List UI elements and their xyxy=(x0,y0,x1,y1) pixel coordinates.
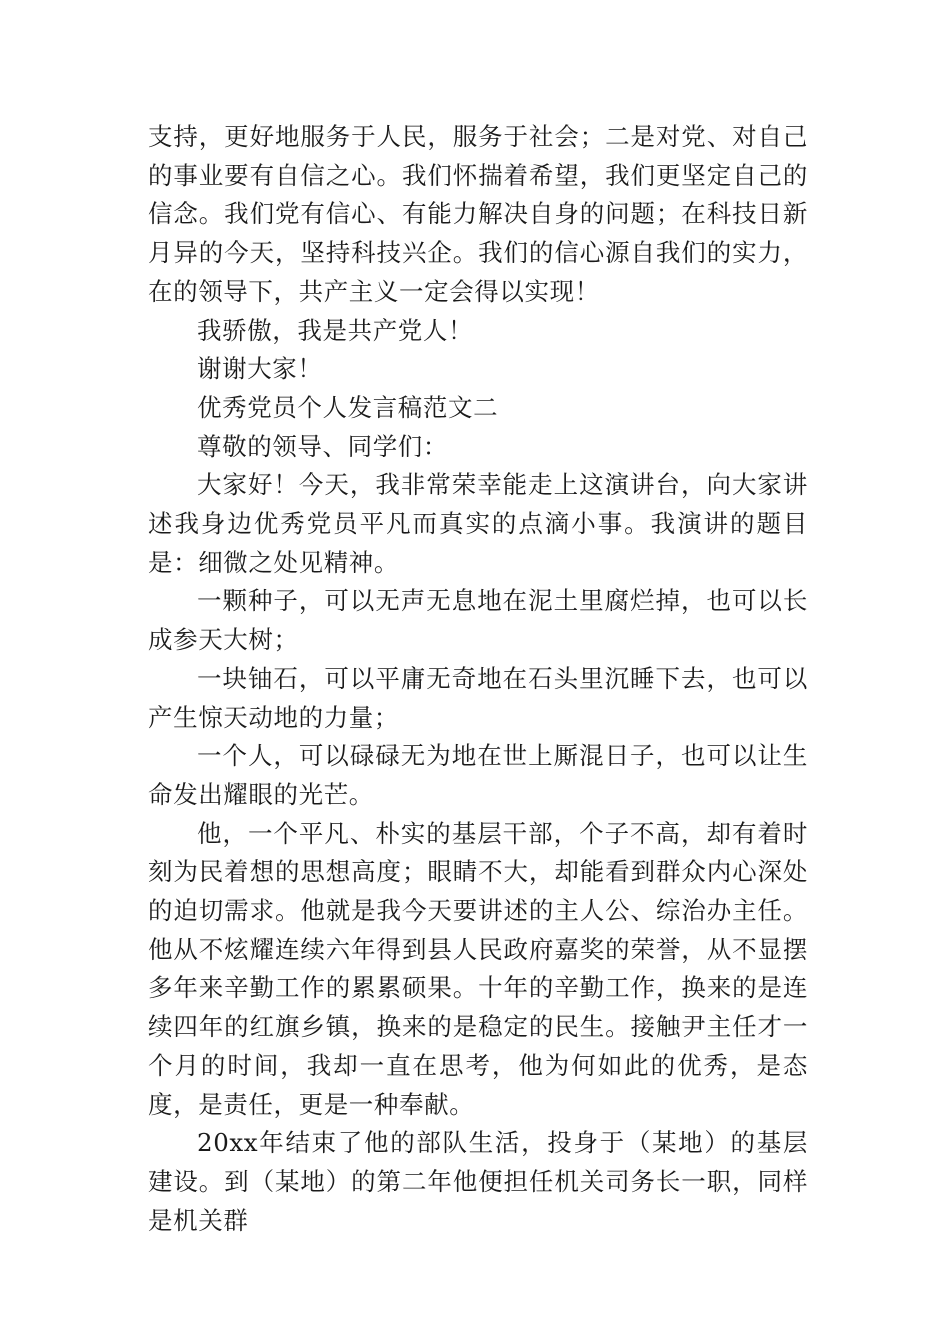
paragraph-10: 他，一个平凡、朴实的基层干部，个子不高，却有着时刻为民着想的思想高度；眼睛不大，却能看到群众内心深处的迫切需求。他就是我今天要讲述的主人公、综治办主任。他从不炫耀连续六年得到县人民政府嘉奖的荣誉，从不显摆多年来辛勤工作的累累硕果。十年的辛勤工作，换来的是连续四年的红旗乡镇，换来的是稳定的民生。接触尹主任才一个月的时间，我却一直在思考，他为何如此的优秀，是态度，是责任，更是一种奉献。 xyxy=(148,818,808,1119)
paragraph-2: 我骄傲，我是共产党人！ xyxy=(197,315,474,345)
section-title: 优秀党员个人发言稿范文二 xyxy=(197,392,499,422)
document-body xyxy=(148,118,808,1240)
paragraph-8: 一块铀石，可以平庸无奇地在石头里沉睡下去，也可以产生惊天动地的力量； xyxy=(148,663,808,732)
paragraph-11: 20xx年结束了他的部队生活，投身于（某地）的基层建设。到（某地）的第二年他便担任机关司务长一职，同样是机关群 xyxy=(148,1128,808,1235)
paragraph-3: 谢谢大家！ xyxy=(197,354,323,384)
paragraph-1: 支持，更好地服务于人民，服务于社会；二是对党、对自己的事业要有自信之心。我们怀揣着希望，我们更坚定自己的信念。我们党有信心、有能力解决自身的问题；在科技日新月异的今天，坚持科技兴企。我们的信心源自我们的实力，在的领导下，共产主义一定会得以实现！ xyxy=(148,122,808,306)
paragraph-9: 一个人，可以碌碌无为地在世上厮混日子，也可以让生命发出耀眼的光芒。 xyxy=(148,741,808,809)
salutation: 尊敬的领导、同学们： xyxy=(197,431,448,461)
paragraph-6: 大家好！今天，我非常荣幸能走上这演讲台，向大家讲述我身边优秀党员平凡而真实的点滴小事。我演讲的题目是：细微之处见精神。 xyxy=(148,470,808,577)
paragraph-7: 一颗种子，可以无声无息地在泥土里腐烂掉，也可以长成参天大树； xyxy=(148,586,808,655)
